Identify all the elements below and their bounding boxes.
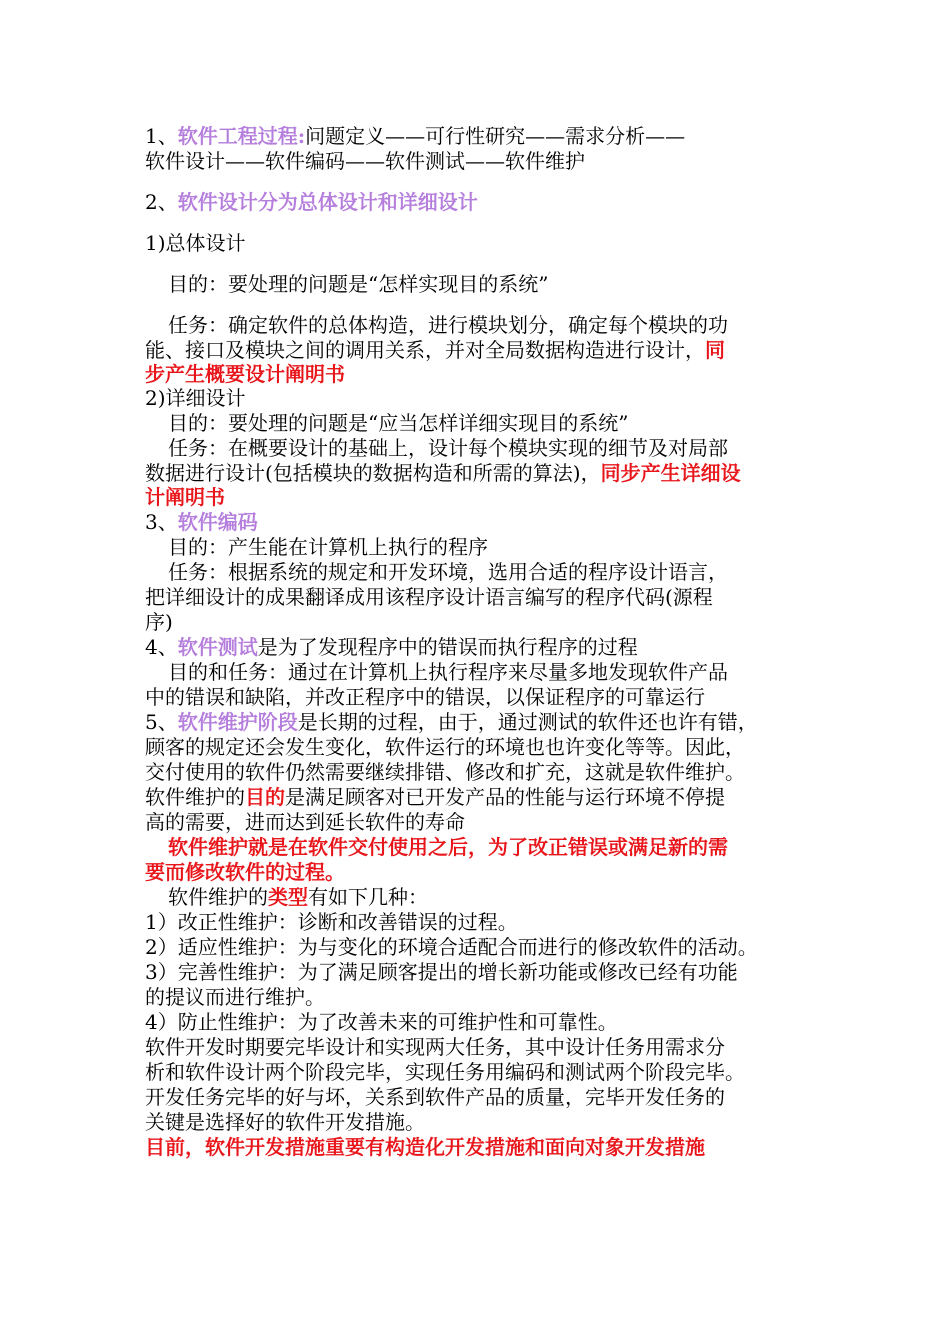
text-line: 软件维护的目的是满足顾客对已开发产品的性能与运行环境不停提 [145,785,725,809]
text-line: 的提议而进行维护。 [145,985,325,1009]
text-line: 高的需要，进而达到延长软件的寿命 [145,810,465,834]
text-line: 能、接口及模块之间的调用关系，并对全局数据构造进行设计，同 [145,338,725,362]
text-line: 目的和任务：通过在计算机上执行程序来尽量多地发现软件产品 [168,660,728,684]
text-line: 关键是选择好的软件开发措施。 [145,1110,425,1134]
text-line: 5、软件维护阶段是长期的过程，由于，通过测试的软件还也许有错， [145,710,758,734]
text-line: 顾客的规定还会发生变化，软件运行的环境也也许变化等等。因此， [145,735,745,759]
text-line: 任务：根据系统的规定和开发环境，选用合适的程序设计语言， [168,560,728,584]
text-line: 3、软件编码 [145,510,258,534]
text-line: 2)详细设计 [145,386,246,410]
highlight-text: 类型 [268,885,308,909]
text-line: 软件开发时期要完毕设计和实现两大任务，其中设计任务用需求分 [145,1035,725,1059]
text-line: 2）适应性维护：为与变化的环境合适配合而进行的修改软件的活动。 [145,935,758,959]
highlight-text: 软件维护就是在软件交付使用之后，为了改正错误或满足新的需 [168,835,728,859]
text-line: 序) [145,610,173,634]
text-line: 3）完善性维护：为了满足顾客提出的增长新功能或修改已经有功能 [145,960,738,984]
text-line: 目的：产生能在计算机上执行的程序 [168,535,488,559]
text-line: 2、软件设计分为总体设计和详细设计 [145,190,478,214]
text-line: 目的：要处理的问题是“应当怎样详细实现目的系统” [168,411,629,435]
text-line [168,835,848,860]
text-line: 1)总体设计 [145,231,246,255]
text-line: 任务：确定软件的总体构造，进行模块划分，确定每个模块的功 [168,313,728,337]
heading-testing: 软件测试 [177,635,258,659]
heading-maintenance: 软件维护阶段 [177,710,298,734]
highlight-text: 计阐明书 [145,485,225,509]
text-line: 软件设计——软件编码——软件测试——软件维护 [145,149,585,173]
text-line: 4）防止性维护：为了改善未来的可维护性和可靠性。 [145,1010,618,1034]
text-line [145,362,825,387]
text-line [145,485,825,510]
text-line: 软件维护的类型有如下几种： [168,885,428,909]
text-line: 1、软件工程过程:问题定义——可行性研究——需求分析—— [145,124,686,148]
text-line: 析和软件设计两个阶段完毕，实现任务用编码和测试两个阶段完毕。 [145,1060,745,1084]
text-line: 4、软件测试是为了发现程序中的错误而执行程序的过程 [145,635,638,659]
text-line: 数据进行设计(包括模块的数据构造和所需的算法)，同步产生详细设 [145,461,741,485]
highlight-text: 目前，软件开发措施重要有构造化开发措施和面向对象开发措施 [145,1135,705,1159]
text-line: 1）改正性维护：诊断和改善错误的过程。 [145,910,518,934]
text-line: 目的：要处理的问题是“怎样实现目的系统” [168,272,549,296]
highlight-text: 目的 [245,785,285,809]
text-line: 把详细设计的成果翻译成用该程序设计语言编写的程序代码(源程 [145,585,713,609]
highlight-text: 要而修改软件的过程。 [145,860,345,884]
heading-coding: 软件编码 [177,510,258,534]
text-line: 交付使用的软件仍然需要继续排错、修改和扩充，这就是软件维护。 [145,760,745,784]
highlight-text: 同 [705,338,725,362]
highlight-text: 步产生概要设计阐明书 [145,362,345,386]
text-line: 开发任务完毕的好与坏，关系到软件产品的质量，完毕开发任务的 [145,1085,725,1109]
text-line: 任务：在概要设计的基础上，设计每个模块实现的细节及对局部 [168,436,728,460]
text-line [145,860,825,885]
heading-design: 软件设计分为总体设计和详细设计 [177,190,478,214]
heading-process: 软件工程过程: [177,124,306,148]
text-line [145,1135,825,1160]
text-line: 中的错误和缺陷，并改正程序中的错误，以保证程序的可靠运行 [145,685,705,709]
highlight-text: 同步产生详细设 [600,461,741,485]
